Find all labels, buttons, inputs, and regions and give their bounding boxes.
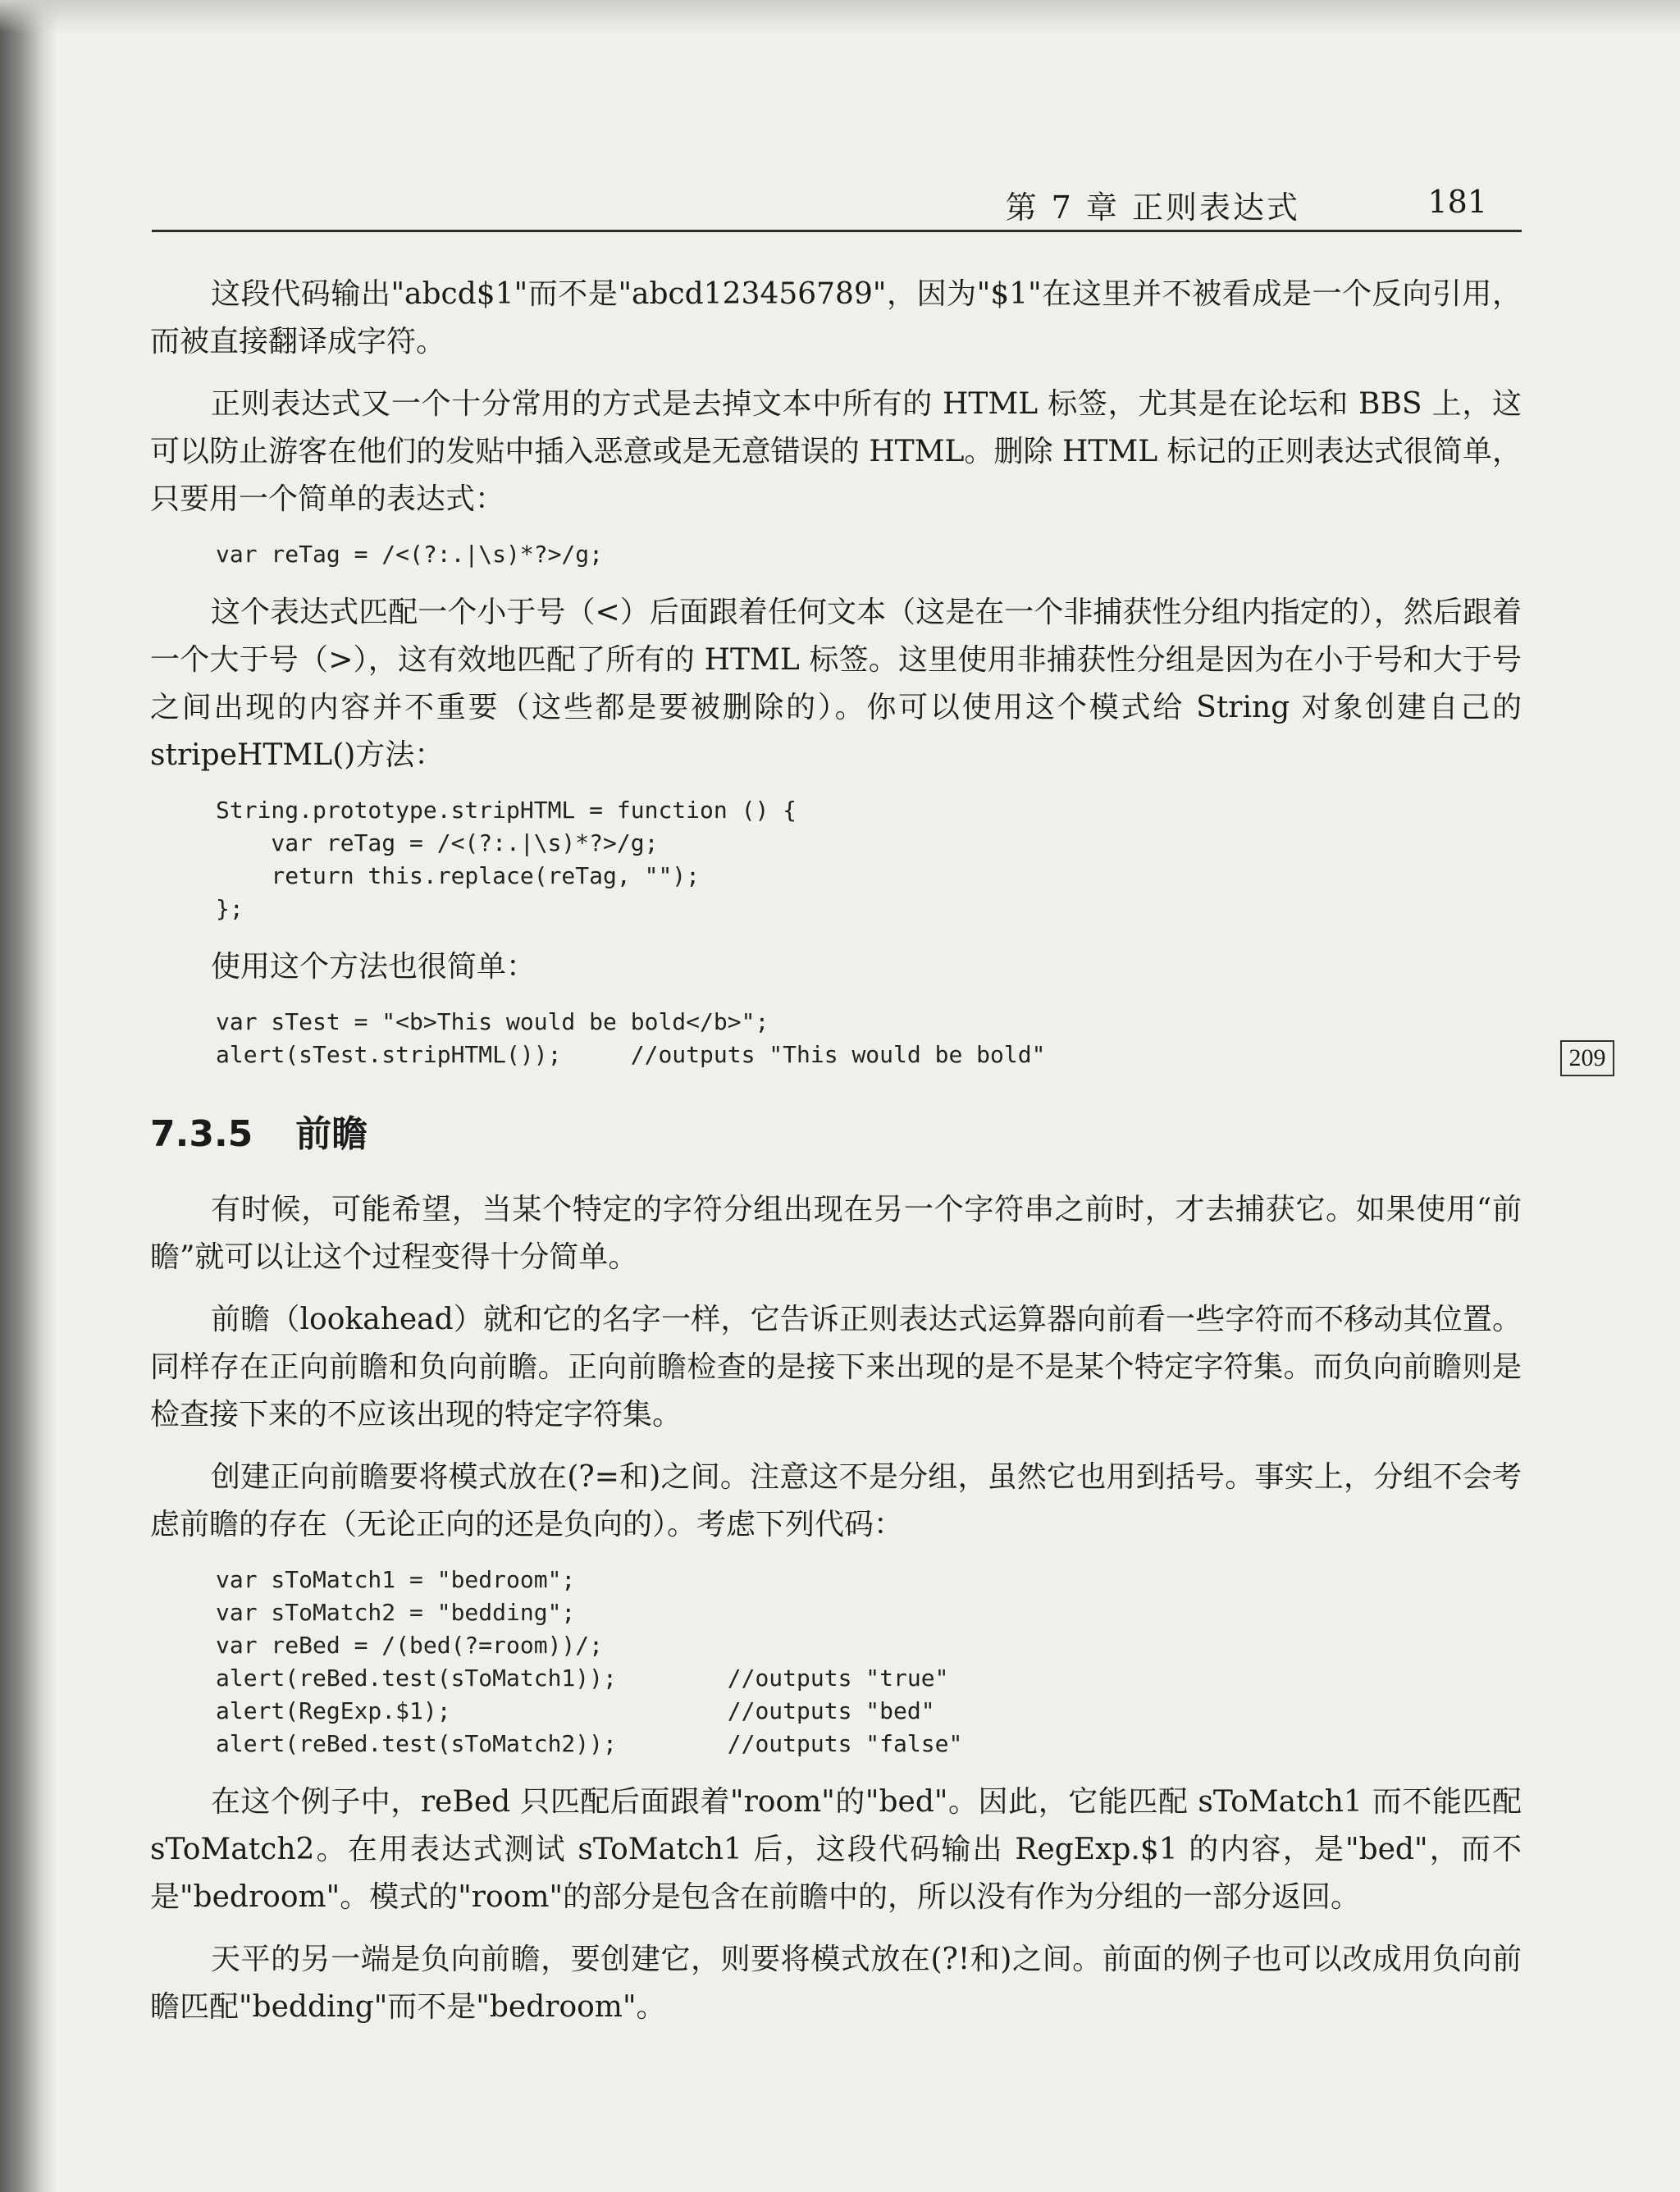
paragraph: 在这个例子中，reBed 只匹配后面跟着"room"的"bed"。因此，它能匹配 sToMatch1 而不能匹配 sToMatch2。在用表达式测试 sToMatch1 后，这段代码输出 RegExp.$1 的内容，是"bed"，而不是"bedroom"。模式的"room"的部分是包含在前瞻中的，所以没有作为分组的一部分返回。 <box>150 1785 1522 1914</box>
paragraph: 使用这个方法也很简单： <box>211 950 536 984</box>
paragraph: 前瞻（lookahead）就和它的名字一样，它告诉正则表达式运算器向前看一些字符而不移动其位置。同样存在正向前瞻和负向前瞻。正向前瞻检查的是接下来出现的是不是某个特定字符集。而负向前瞻则是检查接下来的不应该出现的特定字符集。 <box>150 1303 1522 1432</box>
code-block: var sToMatch1 = "bedroom"; var sToMatch2 = "bedding"; var reBed = /(bed(?=room))/; alert(reBed.test(sToMatch1)); //outputs "true" alert(RegExp.$1); //outputs "bed" alert(reBed.test(sToMatch2)); //outputs "false" <box>216 1566 963 1757</box>
paragraph: 正则表达式又一个十分常用的方式是去掉文本中所有的 HTML 标签，尤其是在论坛和 BBS 上，这可以防止游客在他们的发贴中插入恶意或是无意错误的 HTML。删除 HTML 标记的正则表达式很简单，只要用一个简单的表达式： <box>150 387 1522 516</box>
section-title: 前瞻 <box>295 1113 368 1155</box>
section-number: 7.3.5 <box>150 1113 253 1155</box>
scan-top-shadow <box>0 0 1680 33</box>
code-block: var reTag = /<(?:.|\s)*?>/g; <box>216 541 604 568</box>
chapter-title: 第 7 章 正则表达式 <box>1005 190 1300 226</box>
page-body <box>150 271 1522 2046</box>
code-block: var sTest = "<b>This would be bold</b>"; alert(sTest.stripHTML()); //outputs "This would be bold" <box>216 1008 1046 1068</box>
paragraph: 这段代码输出"abcd$1"而不是"abcd123456789"，因为"$1"在这里并不被看成是一个反向引用，而被直接翻译成字符。 <box>150 277 1522 358</box>
running-header <box>152 179 1522 232</box>
code-block: String.prototype.stripHTML = function () { var reTag = /<(?:.|\s)*?>/g; return this.replace(reTag, ""); }; <box>216 797 797 922</box>
paragraph: 这个表达式匹配一个小于号（<）后面跟着任何文本（这是在一个非捕获性分组内指定的），然后跟着一个大于号（>），这有效地匹配了所有的 HTML 标签。这里使用非捕获性分组是因为在小于号和大于号之间出现的内容并不重要（这些都是要被删除的）。你可以使用这个模式给 String 对象创建自己的 stripeHTML()方法： <box>150 596 1522 772</box>
section-heading <box>150 1104 1522 1157</box>
paragraph: 有时候，可能希望，当某个特定的字符分组出现在另一个字符串之前时，才去捕获它。如果使用“前瞻”就可以让这个过程变得十分简单。 <box>150 1193 1522 1274</box>
original-page-number: 209 <box>1560 1040 1614 1076</box>
page-number: 181 <box>1427 184 1487 220</box>
paragraph: 创建正向前瞻要将模式放在(?=和)之间。注意这不是分组，虽然它也用到括号。事实上，分组不会考虑前瞻的存在（无论正向的还是负向的）。考虑下列代码： <box>150 1460 1522 1541</box>
scan-edge-shadow <box>0 0 57 2192</box>
paragraph: 天平的另一端是负向前瞻，要创建它，则要将模式放在(?!和)之间。前面的例子也可以改成用负向前瞻匹配"bedding"而不是"bedroom"。 <box>150 1943 1522 2024</box>
